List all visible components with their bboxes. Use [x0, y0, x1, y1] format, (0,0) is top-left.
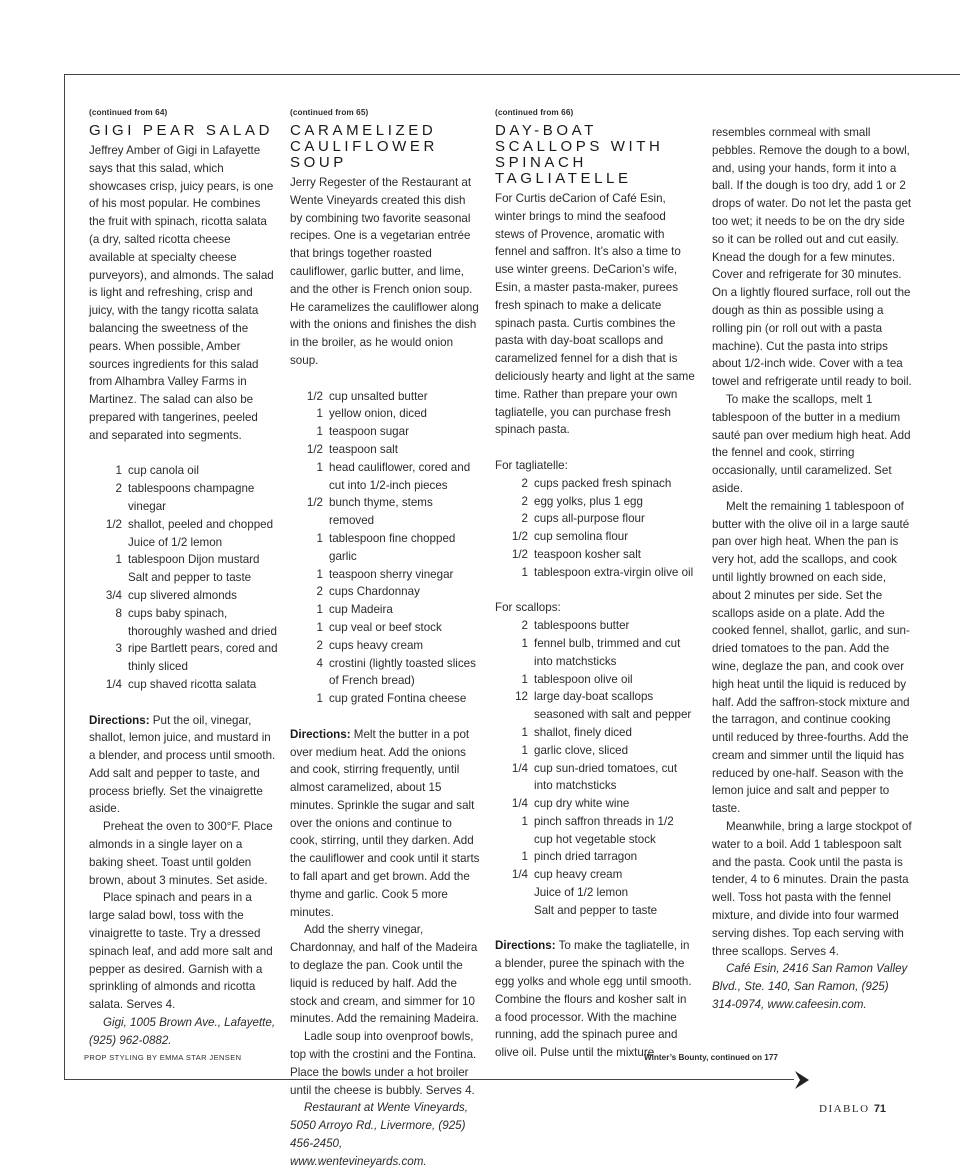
ingredient-row — [290, 441, 480, 459]
ingredient-qty: 2 — [316, 585, 323, 599]
ingredient-qty: 1/2 — [306, 442, 323, 456]
ingredient-text: egg yolks, plus 1 egg — [534, 494, 643, 508]
ingredient-row — [290, 388, 480, 406]
ingredient-row — [89, 569, 279, 587]
photo-credit: PROP STYLING BY EMMA STAR JENSEN — [84, 1053, 242, 1062]
ingredient-qty: 1 — [316, 620, 323, 634]
ingredient-text: cups heavy cream — [329, 638, 424, 652]
ingredient-text: tablespoon Dijon mustard — [128, 553, 260, 567]
ingredient-row — [495, 546, 695, 564]
ingredient-qty: 1 — [316, 603, 323, 617]
ingredient-qty: 1/2 — [306, 389, 323, 403]
ingredient-qty — [495, 884, 534, 902]
directions-paragraph — [495, 937, 695, 1062]
ingredient-row — [290, 619, 480, 637]
ingredient-qty — [495, 902, 534, 920]
ingredient-row — [495, 688, 695, 724]
ingredient-qty: 1/4 — [511, 797, 528, 811]
ingredient-row — [495, 866, 695, 884]
ingredient-subheading: For tagliatelle: — [495, 458, 568, 472]
ingredient-row — [495, 635, 695, 671]
ingredient-qty: 1/2 — [306, 496, 323, 510]
ingredient-qty: 2 — [521, 619, 528, 633]
ingredient-text: head cauliflower, cored and cut into 1/2-inch pieces — [329, 460, 471, 492]
ingredient-text: cup veal or beef stock — [329, 620, 442, 634]
directions-paragraph: To make the scallops, melt 1 tablespoon of the butter in a medium sauté pan over medium high heat. Add the fennel and cook, stirring occasionally, until caramelized. Set aside. — [712, 392, 911, 495]
ingredient-text: cup heavy cream — [534, 868, 623, 882]
ingredient-text: cup canola oil — [128, 464, 199, 478]
ingredient-text: crostini (lightly toasted slices of French bread) — [329, 656, 476, 688]
directions-label: Directions: — [495, 939, 556, 953]
ingredient-text: garlic clove, sliced — [534, 743, 629, 757]
directions-text: Put the oil, vinegar, shallot, lemon juice, and mustard in a blender, and process until smooth. Add salt and pepper to taste, and process briefly. Set the vinaigrette aside. — [89, 713, 276, 816]
ingredient-row — [495, 742, 695, 760]
ingredient-qty: 1 — [316, 425, 323, 439]
frame-top-rule — [64, 74, 960, 75]
magazine-name: DIABLO — [819, 1103, 870, 1115]
ingredient-text: Juice of 1/2 lemon — [534, 886, 629, 900]
ingredient-text: Salt and pepper to taste — [534, 903, 658, 917]
ingredient-qty: 2 — [521, 512, 528, 526]
ingredient-row — [89, 551, 279, 569]
ingredient-text: cup unsalted butter — [329, 389, 428, 403]
ingredient-text: cup sun-dried tomatoes, cut into matchsticks — [534, 761, 678, 793]
ingredient-row — [495, 528, 695, 546]
ingredient-text: cup Madeira — [329, 603, 393, 617]
directions-paragraph — [89, 712, 279, 819]
recipe-column-scallops-continued — [712, 124, 912, 1014]
ingredient-text: pinch dried tarragon — [534, 850, 638, 864]
ingredient-row — [290, 601, 480, 619]
ingredient-row — [495, 493, 695, 511]
ingredient-qty: 3 — [115, 642, 122, 656]
ingredient-qty: 1 — [316, 692, 323, 706]
ingredient-list — [290, 388, 480, 708]
frame-left-rule — [64, 74, 65, 1080]
ingredient-row — [290, 405, 480, 423]
ingredient-qty: 1 — [115, 464, 122, 478]
ingredient-text: bunch thyme, stems removed — [329, 496, 433, 528]
ingredient-row — [89, 640, 279, 676]
continued-on-note: Winter’s Bounty, continued on 177 — [644, 1053, 778, 1062]
restaurant-address: Gigi, 1005 Brown Ave., Lafayette, (925) 962-0882. — [89, 1016, 276, 1047]
ingredient-qty: 1/2 — [511, 547, 528, 561]
ingredient-text: cup semolina flour — [534, 530, 629, 544]
ingredient-row — [89, 480, 279, 516]
ingredient-text: cup shaved ricotta salata — [128, 677, 257, 691]
ingredient-qty: 2 — [521, 494, 528, 508]
ingredient-qty: 1 — [521, 672, 528, 686]
directions-label: Directions: — [89, 713, 150, 727]
ingredient-text: cups baby spinach, thoroughly washed and dried — [128, 606, 277, 638]
ingredient-text: fennel bulb, trimmed and cut into matchsticks — [534, 636, 681, 668]
ingredient-row — [495, 902, 695, 920]
ingredient-subheading: For scallops: — [495, 601, 561, 615]
ingredient-row — [89, 676, 279, 694]
ingredient-qty: 2 — [316, 638, 323, 652]
directions-paragraph: resembles cornmeal with small pebbles. Remove the dough to a bowl, and, using your hands, form it into a ball. If the dough is too dry, add 1 or 2 drops of water. Do not let the pasta get too wet; it needs to be on the dry side so it can be rolled out and cut easily. Knead the dough for a few minutes. Cover and refrigerate for 30 minutes. On a lightly floured surface, roll out the dough as thin as possible using a rolling pin (or roll out with a pasta machine). Cut the pasta into strips about 1/2-inch wide. Cover with a tea towel and refrigerate until ready to boil. — [712, 126, 912, 389]
restaurant-address: Café Esin, 2416 San Ramon Valley Blvd., Ste. 140, San Ramon, (925) 314-0974, www.cafeesin.com. — [712, 962, 908, 1012]
ingredient-qty: 1 — [521, 850, 528, 864]
ingredient-qty: 1 — [521, 636, 528, 650]
ingredient-text: cup grated Fontina cheese — [329, 692, 467, 706]
continued-note: (continued from 65) — [290, 108, 369, 117]
recipe-column-gigi — [89, 106, 279, 1050]
ingredient-qty: 1 — [521, 565, 528, 579]
ingredient-row — [89, 587, 279, 605]
ingredient-row — [495, 884, 695, 902]
ingredient-text: Juice of 1/2 lemon — [128, 535, 223, 549]
ingredient-text: ripe Bartlett pears, cored and thinly sliced — [128, 642, 278, 674]
ingredient-text: teaspoon sugar — [329, 425, 409, 439]
ingredient-text: cups Chardonnay — [329, 585, 420, 599]
ingredient-text: tablespoons champagne vinegar — [128, 482, 255, 513]
page-folio — [819, 1103, 886, 1115]
directions-paragraph — [290, 726, 480, 922]
ingredient-qty: 3/4 — [105, 588, 122, 602]
ingredient-row — [290, 655, 480, 691]
ingredient-row — [495, 617, 695, 635]
ingredient-text: tablespoon extra-virgin olive oil — [534, 565, 694, 579]
continue-arrow-icon — [793, 1070, 811, 1090]
ingredient-text: shallot, peeled and chopped — [128, 517, 274, 531]
directions-paragraph: Melt the remaining 1 tablespoon of butter with the olive oil in a large sauté pan over high heat. When the pan is very hot, add the scallops, and cook until lightly browned on each side, about 2 minutes per side. Set the scallops aside on a plate. Add the cooked fennel, shallot, garlic, and sun-dried tomatoes to the pan. Add the wine, deglaze the pan, and cook over high heat until the liquid is reduced by half. Add the saffron-stock mixture and the tarragon, and continue cooking until reduced by three-fourths. Add the cream and simmer until the liquid has reduced by one-half. Season with the lemon juice and salt and pepper to taste. — [712, 499, 910, 816]
ingredient-text: cup dry white wine — [534, 797, 630, 811]
ingredient-qty: 1 — [316, 531, 323, 545]
ingredient-qty: 4 — [316, 656, 323, 670]
directions-text: To make the tagliatelle, in a blender, puree the spinach with the egg yolks and whole egg until smooth. Combine the flours and kosher salt in a food processor. With the machine running, add the spinach puree and olive oil. Pulse until the mixture — [495, 939, 692, 1060]
directions-label: Directions: — [290, 727, 351, 741]
ingredient-text: pinch saffron threads in 1/2 cup hot vegetable stock — [534, 814, 674, 846]
ingredient-text: yellow onion, diced — [329, 407, 427, 421]
ingredient-row — [495, 760, 695, 796]
ingredient-text: tablespoon olive oil — [534, 672, 633, 686]
ingredient-qty — [89, 569, 128, 587]
ingredient-qty: 1 — [316, 567, 323, 581]
page-number: 71 — [873, 1103, 887, 1115]
ingredient-row — [89, 516, 279, 534]
ingredient-row — [290, 637, 480, 655]
ingredient-text: tablespoons butter — [534, 619, 630, 633]
ingredient-row — [290, 459, 480, 495]
ingredient-text: cups all-purpose flour — [534, 512, 645, 526]
directions-paragraph: Meanwhile, bring a large stockpot of water to a boil. Add 1 tablespoon salt and the pasta. Cook until the pasta is tender, 4 to 6 minutes. Drain the pasta well. Toss hot pasta with the fennel mixture, and divide into four warmed serving dishes. Top each serving with three scallops. Serves 4. — [712, 820, 912, 958]
ingredient-list-scallops — [495, 617, 695, 920]
ingredient-row — [290, 530, 480, 566]
ingredient-list — [89, 462, 279, 693]
continued-note: (continued from 66) — [495, 108, 574, 117]
ingredient-row — [495, 848, 695, 866]
ingredient-text: cups packed fresh spinach — [534, 476, 672, 490]
ingredient-text: shallot, finely diced — [534, 725, 632, 739]
ingredient-row — [290, 494, 480, 530]
ingredient-row — [89, 605, 279, 641]
ingredient-row — [89, 534, 279, 552]
recipe-title: CARAMELIZED CAULIFLOWER SOUP — [290, 122, 438, 171]
directions-paragraph: Place spinach and pears in a large salad bowl, toss with the vinaigrette to taste. Try a dressed spinach leaf, and add more salt and pepper as desired. Garnish with a sprinkling of almonds and ricotta salata. Serves 4. — [89, 891, 273, 1012]
ingredient-text: cup slivered almonds — [128, 588, 237, 602]
ingredient-row — [495, 671, 695, 689]
recipe-title: DAY-BOAT SCALLOPS WITH SPINACH TAGLIATELLE — [495, 122, 664, 187]
ingredient-qty: 1/4 — [511, 761, 528, 775]
ingredient-row — [290, 583, 480, 601]
recipe-column-scallops — [495, 106, 695, 1062]
ingredient-qty: 1/2 — [105, 517, 122, 531]
ingredient-text: Salt and pepper to taste — [128, 571, 252, 585]
ingredient-list-tagliatelle — [495, 475, 695, 582]
recipe-intro: Jerry Regester of the Restaurant at Wente Vineyards created this dish by combining two favorite seasonal recipes. One is a vegetarian entrée that brings together roasted cauliflower, garlic butter, and lime, and the other is French onion soup. He caramelizes the cauliflower along with the onions and finishes the dish in the broiler, as he would onion soup. — [290, 176, 479, 367]
ingredient-row — [290, 566, 480, 584]
ingredient-text: teaspoon salt — [329, 442, 398, 456]
ingredient-qty: 8 — [115, 606, 122, 620]
directions-paragraph: Preheat the oven to 300°F. Place almonds in a single layer on a baking sheet. Toast until golden brown, about 3 minutes. Set aside. — [89, 820, 273, 887]
ingredient-qty: 1 — [521, 743, 528, 757]
directions-text: Melt the butter in a pot over medium heat. Add the onions and cook, stirring frequently, until almost caramelized, about 15 minutes. Sprinkle the sugar and salt over the onions and continue to cook, stirring, until they darken. Add the cauliflower and cook until it starts to fall apart and get brown. Add the thyme and garlic. Cook 5 more minutes. — [290, 727, 480, 919]
continued-note: (continued from 64) — [89, 108, 168, 117]
ingredient-qty: 2 — [115, 482, 122, 496]
ingredient-text: teaspoon sherry vinegar — [329, 567, 454, 581]
ingredient-qty: 12 — [515, 690, 528, 704]
ingredient-row — [495, 795, 695, 813]
recipe-title: GIGI PEAR SALAD — [89, 122, 274, 139]
ingredient-row — [495, 813, 695, 849]
restaurant-address: Restaurant at Wente Vineyards, 5050 Arroyo Rd., Livermore, (925) 456-2450, www.wentevineyards.com. — [290, 1101, 468, 1168]
ingredient-qty: 1 — [521, 725, 528, 739]
ingredient-qty: 1 — [316, 407, 323, 421]
directions-paragraph: Add the sherry vinegar, Chardonnay, and half of the Madeira to deglaze the pan. Cook until the liquid is reduced by half. Add the stock and cream, and simmer for 10 minutes. Add the remaining Madeira. — [290, 923, 479, 1026]
ingredient-row — [495, 510, 695, 528]
ingredient-row — [290, 690, 480, 708]
ingredient-text: large day-boat scallops seasoned with salt and pepper — [534, 690, 692, 722]
ingredient-qty: 1 — [115, 553, 122, 567]
ingredient-qty: 1/4 — [511, 868, 528, 882]
recipe-intro: Jeffrey Amber of Gigi in Lafayette says that this salad, which showcases crisp, juicy pears, is one of his most popular. He combines the fruit with spinach, ricotta salata (a dry, salted ricotta cheese available at specialty cheese purveyors), and almonds. The salad is light and refreshing, crisp and juicy, with the tangy ricotta salata balancing the sweetness of the pears. When possible, Amber sources ingredients for this salad from Alhambra Valley Farms in Martinez. The salad can also be prepared with tangerines, peeled and separated into segments. — [89, 144, 274, 442]
recipe-column-cauliflower — [290, 106, 480, 1171]
ingredient-qty: 1 — [316, 460, 323, 474]
ingredient-qty: 1 — [521, 814, 528, 828]
recipe-intro: For Curtis deCarion of Café Esin, winter brings to mind the seafood stews of Provence, aromatic with fennel and saffron. It’s also a time to use winter greens. DeCarion’s wife, Esin, a master pasta-maker, purees fresh spinach to make a delicate spinach pasta. Curtis combines the pasta with day-boat scallops and caramelized fennel for a dish that is deliciously hearty and light at the same time. Rather than prepare your own tagliatelle, you can purchase fresh spinach pasta. — [495, 192, 695, 437]
ingredient-qty: 2 — [521, 476, 528, 490]
ingredient-row — [495, 724, 695, 742]
ingredient-qty: 1/4 — [105, 677, 122, 691]
ingredient-text: tablespoon fine chopped garlic — [329, 531, 456, 563]
ingredient-text: teaspoon kosher salt — [534, 547, 641, 561]
ingredient-qty: 1/2 — [511, 530, 528, 544]
directions-paragraph: Ladle soup into ovenproof bowls, top with the crostini and the Fontina. Place the bowls under a hot broiler until the cheese is bubbly. Serves 4. — [290, 1030, 477, 1097]
ingredient-qty — [89, 534, 128, 552]
ingredient-row — [290, 423, 480, 441]
ingredient-row — [89, 462, 279, 480]
ingredient-row — [495, 475, 695, 493]
ingredient-row — [495, 564, 695, 582]
